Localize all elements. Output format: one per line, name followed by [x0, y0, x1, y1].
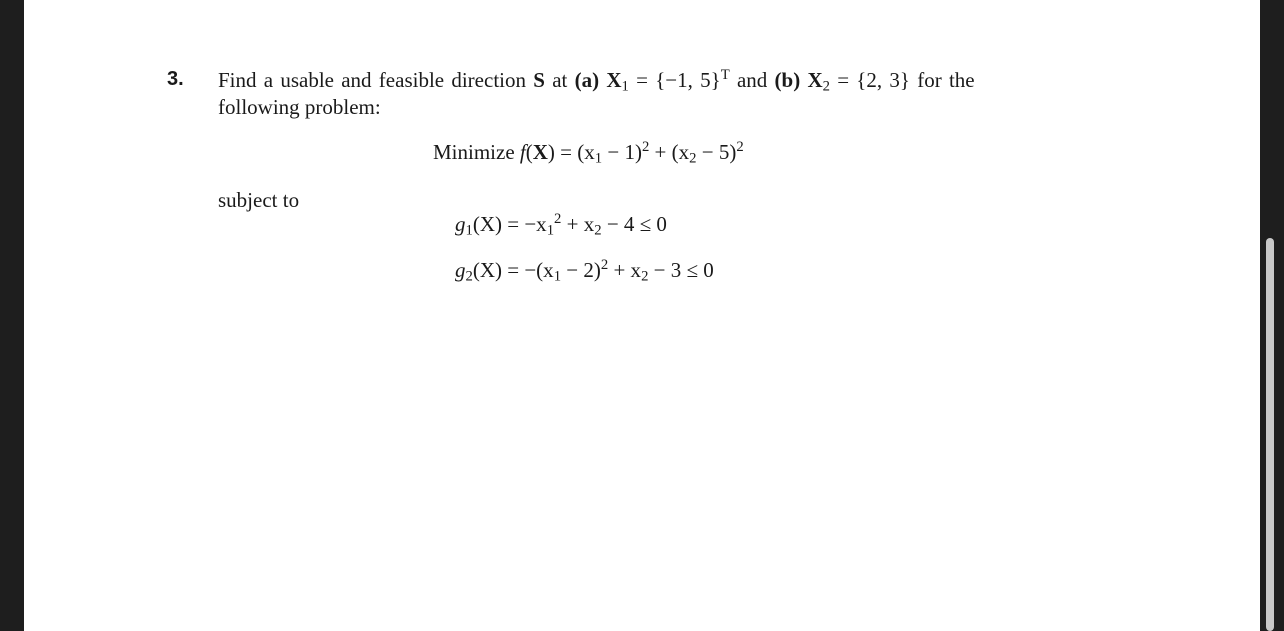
- problem-statement: [218, 67, 1038, 121]
- statement-line-2: following problem:: [218, 95, 381, 119]
- subject-to-label: subject to: [218, 188, 300, 212]
- direction-symbol: S: [533, 68, 545, 92]
- point-x2-value: = {2, 3}: [837, 68, 910, 92]
- statement-tail: for the: [917, 68, 975, 92]
- point-x1-value: = {−1, 5}$^T$: [636, 66, 730, 92]
- part-b-label: (b): [774, 68, 801, 92]
- point-x2: $X_2$: [807, 68, 830, 95]
- statement-at: at: [552, 68, 568, 92]
- constraint-g2: $g_2(X) = -(x_1 - 2)^2 + x_2 - 3 \le 0$: [455, 256, 714, 285]
- part-a-label: (a): [574, 68, 600, 92]
- objective-function: Minimize $f(X) = (x_1 - 1)^2 + (x_2 - 5)^2$: [433, 138, 744, 167]
- point-x1: $X_1$: [606, 68, 629, 95]
- constraint-g1: $g_1(X) = -x_1^2 + x_2 - 4 \le 0$: [455, 210, 667, 239]
- scrollbar-thumb[interactable]: [1266, 238, 1274, 631]
- statement-line-1: [218, 67, 1038, 94]
- minimize-label: Minimize: [433, 140, 515, 164]
- statement-and: and: [736, 68, 768, 92]
- problem-number: 3.: [167, 68, 184, 90]
- statement-intro: Find a usable and feasible direction: [218, 68, 526, 92]
